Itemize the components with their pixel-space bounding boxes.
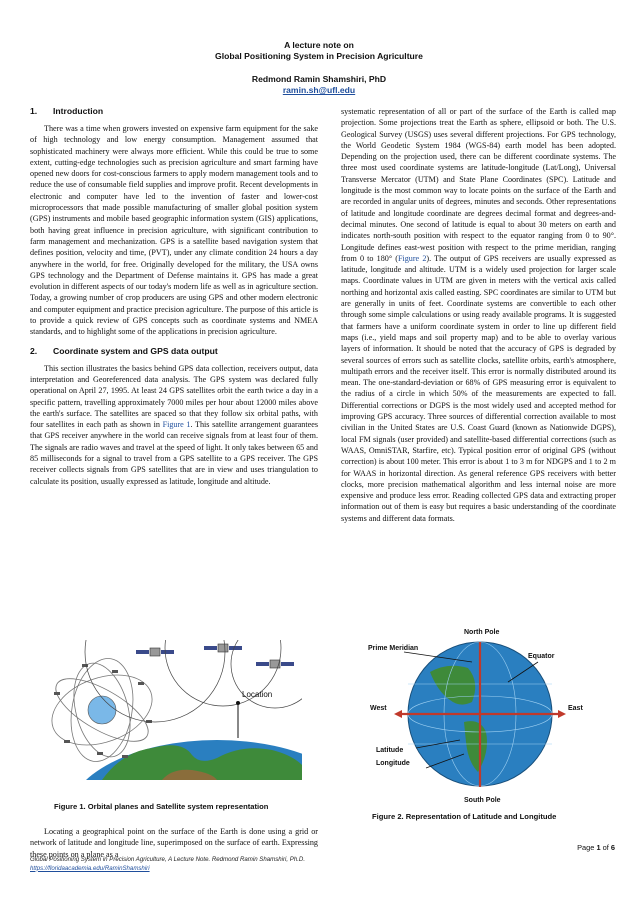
- author-email-link[interactable]: ramin.sh@ufl.edu: [282, 85, 356, 95]
- section-1-paragraph: There was a time when growers invested on expensive farm equipment for the sake of high technology and low energy consumption. Management assumed that sophisticated machinery were always more efficient. While this could be true to some extent, cutting-edge technologies such as precision agriculture and smart farming have opened new doors for cost-conscious farmers to apply modern management tools and to reduce the use of consumable field supplies and improve profit. Recent developments in electronic and computer have led to the invention of faster and lower-cost microprocessors that made possible manufacturing of smaller global position system (GPS) instruments and mobile based geographic information system (GIS) applications, both having great influence in precision agriculture, with significant contribution to farm management and mechanization. GPS is a satellite based navigation system that defines position, velocity and time, (PVT), under any climate condition 24 hours a day anywhere in the world, for free. Originally developed for the military, the USA owns GPS technology and the Department of Defense maintains it. GPS has made a great evolution in different aspects of our today's modern life as well as in agriculture section. Today, a growing number of crop producers are using GPS and other modern electronic and computer equipment and practice precision agriculture. The purpose of this article is to provide a quick review of GPS concepts such as coordinate systems and NMEA standards, and to highlight some of the applications in precision agriculture.: [30, 124, 318, 337]
- page-label: Page: [577, 843, 595, 852]
- left-column: [30, 106, 318, 487]
- figure-1-illustration: [42, 640, 302, 780]
- prime-meridian-label: Prime Meridian: [368, 645, 419, 652]
- figure-1-link[interactable]: Figure 1: [162, 420, 191, 430]
- section-2-text-a: This section illustrates the basics behind GPS data collection, receivers output, data interpretation and Georeferenced data analysis. The GPS system was declared fully operational on April 27, 1995. At least 24 GPS satellites orbit the earth twice a day in a specific pattern, travelling approximately 7000 miles per hour about 12000 miles above the earth's surface. The satellites are spaced so that they follow six orbital paths, with four satellites in each path as shown in: [30, 363, 318, 430]
- author-name: Redmond Ramin Shamshiri, PhD: [251, 74, 387, 84]
- section-2-text-b: . This satellite arrangement guarantees that GPS receiver anywhere in the world can receive signals from at least four of them. The signals are radio waves and travel at the speed of light. It only takes between 65 and 85 milliseconds for a signal to travel from a GPS satellite to a GPS receiver. The GPS receiver collects signals from GPS satellites that are in view and uses triangulation to calculate its position, usually expressed as latitude, longitude and altitude.: [30, 420, 318, 486]
- right-text-b: ). The output of GPS receivers are usually expressed as latitude, longitude and altitude. UTM is a widely used projection for larger scale maps. Coordinate values in UTM are given in meters with the vertical axis called northing and horizontal axis called easting. SPC coordinates are similar to UTM but are generally in units of feet. Coordinate systems are convertible to each other through some simple calculations or using ready available programs. It is suggested that farmers have a uniform coordinate system in order to line up different field maps (i.e., yield maps and soil property map) and to be able to overlay various layers of information. It should be noted that the accuracy of GPS is degraded by several sources of errors such as satellite clocks, satellite orbits, earth's atmosphere, multipath errors and the receiver itself. This error is normally distributed around its mean. The one-standard-deviation or 68% of GPS measuring error is equivalent to the radius of a circle in which 50% of the measurements are expected to fall. Differential corrections or DGPS is the most widely used and accepted method for improving GPS accuracy. Three sources of differential correction available to most civilian in the United States are U.S. Coast Guard (known as Nationwide DGPS), local FM signals (user provided) and satellite-based differential corrections (such as WAAS, OmniSTAR, Starfire, etc). Typical position error of original GPS (without correction) is about 100 meter. This error is about 1 to 3 m for NDGPS and 1 to 2 m for WAAS in horizontal direction. As general reference GPS receivers with better clocks, more precision mathematical algorithm and less internal noise are more expensive and produce less error. Reading collected GPS data and extracting proper information out of them is easy but requires a basic understanding of the coordinate systems and different data formats.: [341, 253, 616, 523]
- left-column-bottom: [30, 826, 318, 860]
- figure-2-illustration: [368, 622, 592, 804]
- section-2-paragraph: [30, 363, 318, 487]
- section-1-title: Introduction: [53, 106, 104, 116]
- section-2-paragraph-2: Locating a geographical point on the surface of the Earth is done using a grid or network of latitude and longitude line, superimposed on the surface of earth. Expressing these points on a plane as a: [30, 827, 318, 859]
- right-text-a: systematic representation of all or part of the surface of the Earth is called map projection. Some projections treat the Earth as sphere, ellipsoid or both. The U.S. Geological Survey (USGS) uses several different projections. For GPS technology, the World Geodetic System 1984 (WGS-84) earth model has been adopted. Depending on the projection used, there can be different coordinate systems. The three most used coordinate systems are latitude-longitude (Lat/Long), Universal Transverse Mercator (UTM) and State Plane Coordinates (SPC). Latitude and longitude is the most common way to locate points on the surface of the Earth and are recorded in angular units of degrees, minutes and seconds. Other representations of latitude and longitude coordinate are degrees decimal format and degrees-and-decimal minutes. One second of latitude is equal to about 30 meters on earth and indicates north-south position with respect to the equator ranging from 0 to 90°. Longitude defines east-west position with respect to the prime meridian, ranging from 0 to 180° (: [341, 107, 616, 263]
- west-label: West: [370, 705, 387, 712]
- section-2-number: 2.: [30, 345, 38, 356]
- section-2-title: Coordinate system and GPS data output: [53, 345, 218, 356]
- location-label: Location: [242, 690, 273, 699]
- equator-label: Equator: [528, 653, 555, 660]
- figure-2-link[interactable]: Figure 2: [397, 253, 427, 263]
- page-of: of: [602, 843, 609, 852]
- right-column: [341, 106, 616, 524]
- figure-1-caption: Figure 1. Orbital planes and Satellite system representation: [54, 802, 269, 811]
- page-total: 6: [610, 843, 615, 852]
- title-line-2: Global Positioning System in Precision Agriculture: [215, 51, 423, 61]
- footer-url-link[interactable]: https://floridaacademia.edu/RaminShamshiri: [30, 864, 150, 872]
- latitude-label: Latitude: [376, 747, 404, 754]
- right-column-paragraph: [341, 106, 616, 524]
- north-pole-label: North Pole: [464, 629, 500, 636]
- footer: [30, 856, 305, 873]
- page-current: 1: [596, 843, 601, 852]
- satellite-icon: [204, 644, 242, 652]
- title-line-1: A lecture note on: [284, 40, 354, 50]
- figure-1-image: [42, 640, 302, 780]
- satellite-icon: [136, 648, 174, 656]
- longitude-label: Longitude: [376, 760, 410, 767]
- figure-2-image: [368, 622, 592, 804]
- small-globe-icon: [88, 696, 116, 724]
- section-1-number: 1.: [30, 106, 38, 116]
- east-label: East: [568, 705, 583, 712]
- south-pole-label: South Pole: [464, 797, 501, 804]
- satellite-icon: [256, 660, 294, 668]
- figure-2-caption: Figure 2. Representation of Latitude and Longitude: [372, 812, 557, 821]
- section-2-heading: [30, 346, 318, 357]
- page-number: [577, 843, 615, 852]
- section-1-heading: [30, 106, 318, 117]
- footer-citation: Global Positioning System in Precision Agriculture, A Lecture Note. Redmond Ramin Shamshiri, Ph.D.: [30, 856, 306, 863]
